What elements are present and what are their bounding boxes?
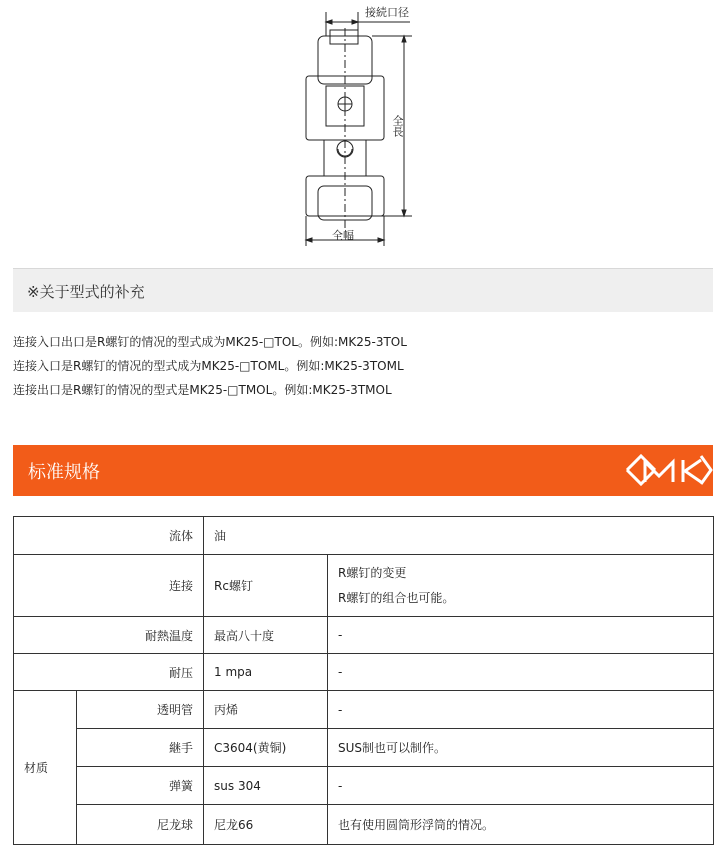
table-row (14, 517, 714, 555)
spec-value-spring: sus 304 (204, 767, 328, 805)
supplement-header (13, 268, 713, 312)
supplement-notes (13, 330, 713, 402)
spec-value-tube: 丙烯 (204, 691, 328, 729)
supplement-title: ※关于型式的补充 (27, 283, 145, 301)
mk-logo-icon (621, 452, 713, 488)
table-row (14, 654, 714, 691)
spec-title: 标准规格 (28, 462, 100, 483)
spec-note-heat: - (328, 617, 714, 654)
spec-label-heat: 耐熱温度 (14, 617, 204, 654)
total-width-label: 全幅 (332, 229, 354, 242)
supplement-line: 连接出口是R螺钉的情况的型式是MK25-□TMOL。例如:MK25-3TMOL (13, 383, 392, 397)
spec-note-connection-line1: R螺钉的变更 (338, 565, 407, 580)
supplement-line: 连接入口是R螺钉的情况的型式成为MK25-□TOML。例如:MK25-3TOML (13, 359, 404, 373)
spec-label-tube: 透明管 (77, 691, 204, 729)
spec-label-spring: 弹簧 (77, 767, 204, 805)
flow-indicator-drawing (0, 0, 728, 262)
table-row (14, 767, 714, 805)
spec-note-spring: - (328, 767, 714, 805)
spec-note-connection-line2: R螺钉的组合也可能。 (338, 590, 455, 605)
spec-table (13, 516, 714, 845)
spec-label-ball: 尼龙球 (77, 805, 204, 845)
spec-label-material: 材质 (14, 691, 77, 845)
spec-note-connection (328, 555, 714, 617)
spec-section-header (13, 445, 713, 496)
total-length-label: 全長 (391, 115, 404, 137)
connection-diameter-label: 接続口径 (365, 6, 409, 19)
spec-label-joint: 継手 (77, 729, 204, 767)
dimension-drawing (0, 0, 728, 262)
spec-label-fluid: 流体 (14, 517, 204, 555)
spec-value-fluid: 油 (204, 517, 714, 555)
spec-label-connection: 连接 (14, 555, 204, 617)
spec-value-ball: 尼龙66 (204, 805, 328, 845)
spec-note-tube: - (328, 691, 714, 729)
table-row (14, 555, 714, 617)
table-row (14, 805, 714, 845)
spec-value-heat: 最高八十度 (204, 617, 328, 654)
table-row (14, 729, 714, 767)
table-row (14, 691, 714, 729)
spec-note-joint: SUS制也可以制作。 (328, 729, 714, 767)
spec-value-joint: C3604(黄铜) (204, 729, 328, 767)
table-row (14, 617, 714, 654)
spec-note-pressure: - (328, 654, 714, 691)
supplement-line: 连接入口出口是R螺钉的情况的型式成为MK25-□TOL。例如:MK25-3TOL (13, 335, 407, 349)
spec-label-pressure: 耐压 (14, 654, 204, 691)
spec-value-pressure: 1 mpa (204, 654, 328, 691)
spec-note-ball: 也有使用圆筒形浮筒的情况。 (328, 805, 714, 845)
spec-value-connection: Rc螺钉 (204, 555, 328, 617)
